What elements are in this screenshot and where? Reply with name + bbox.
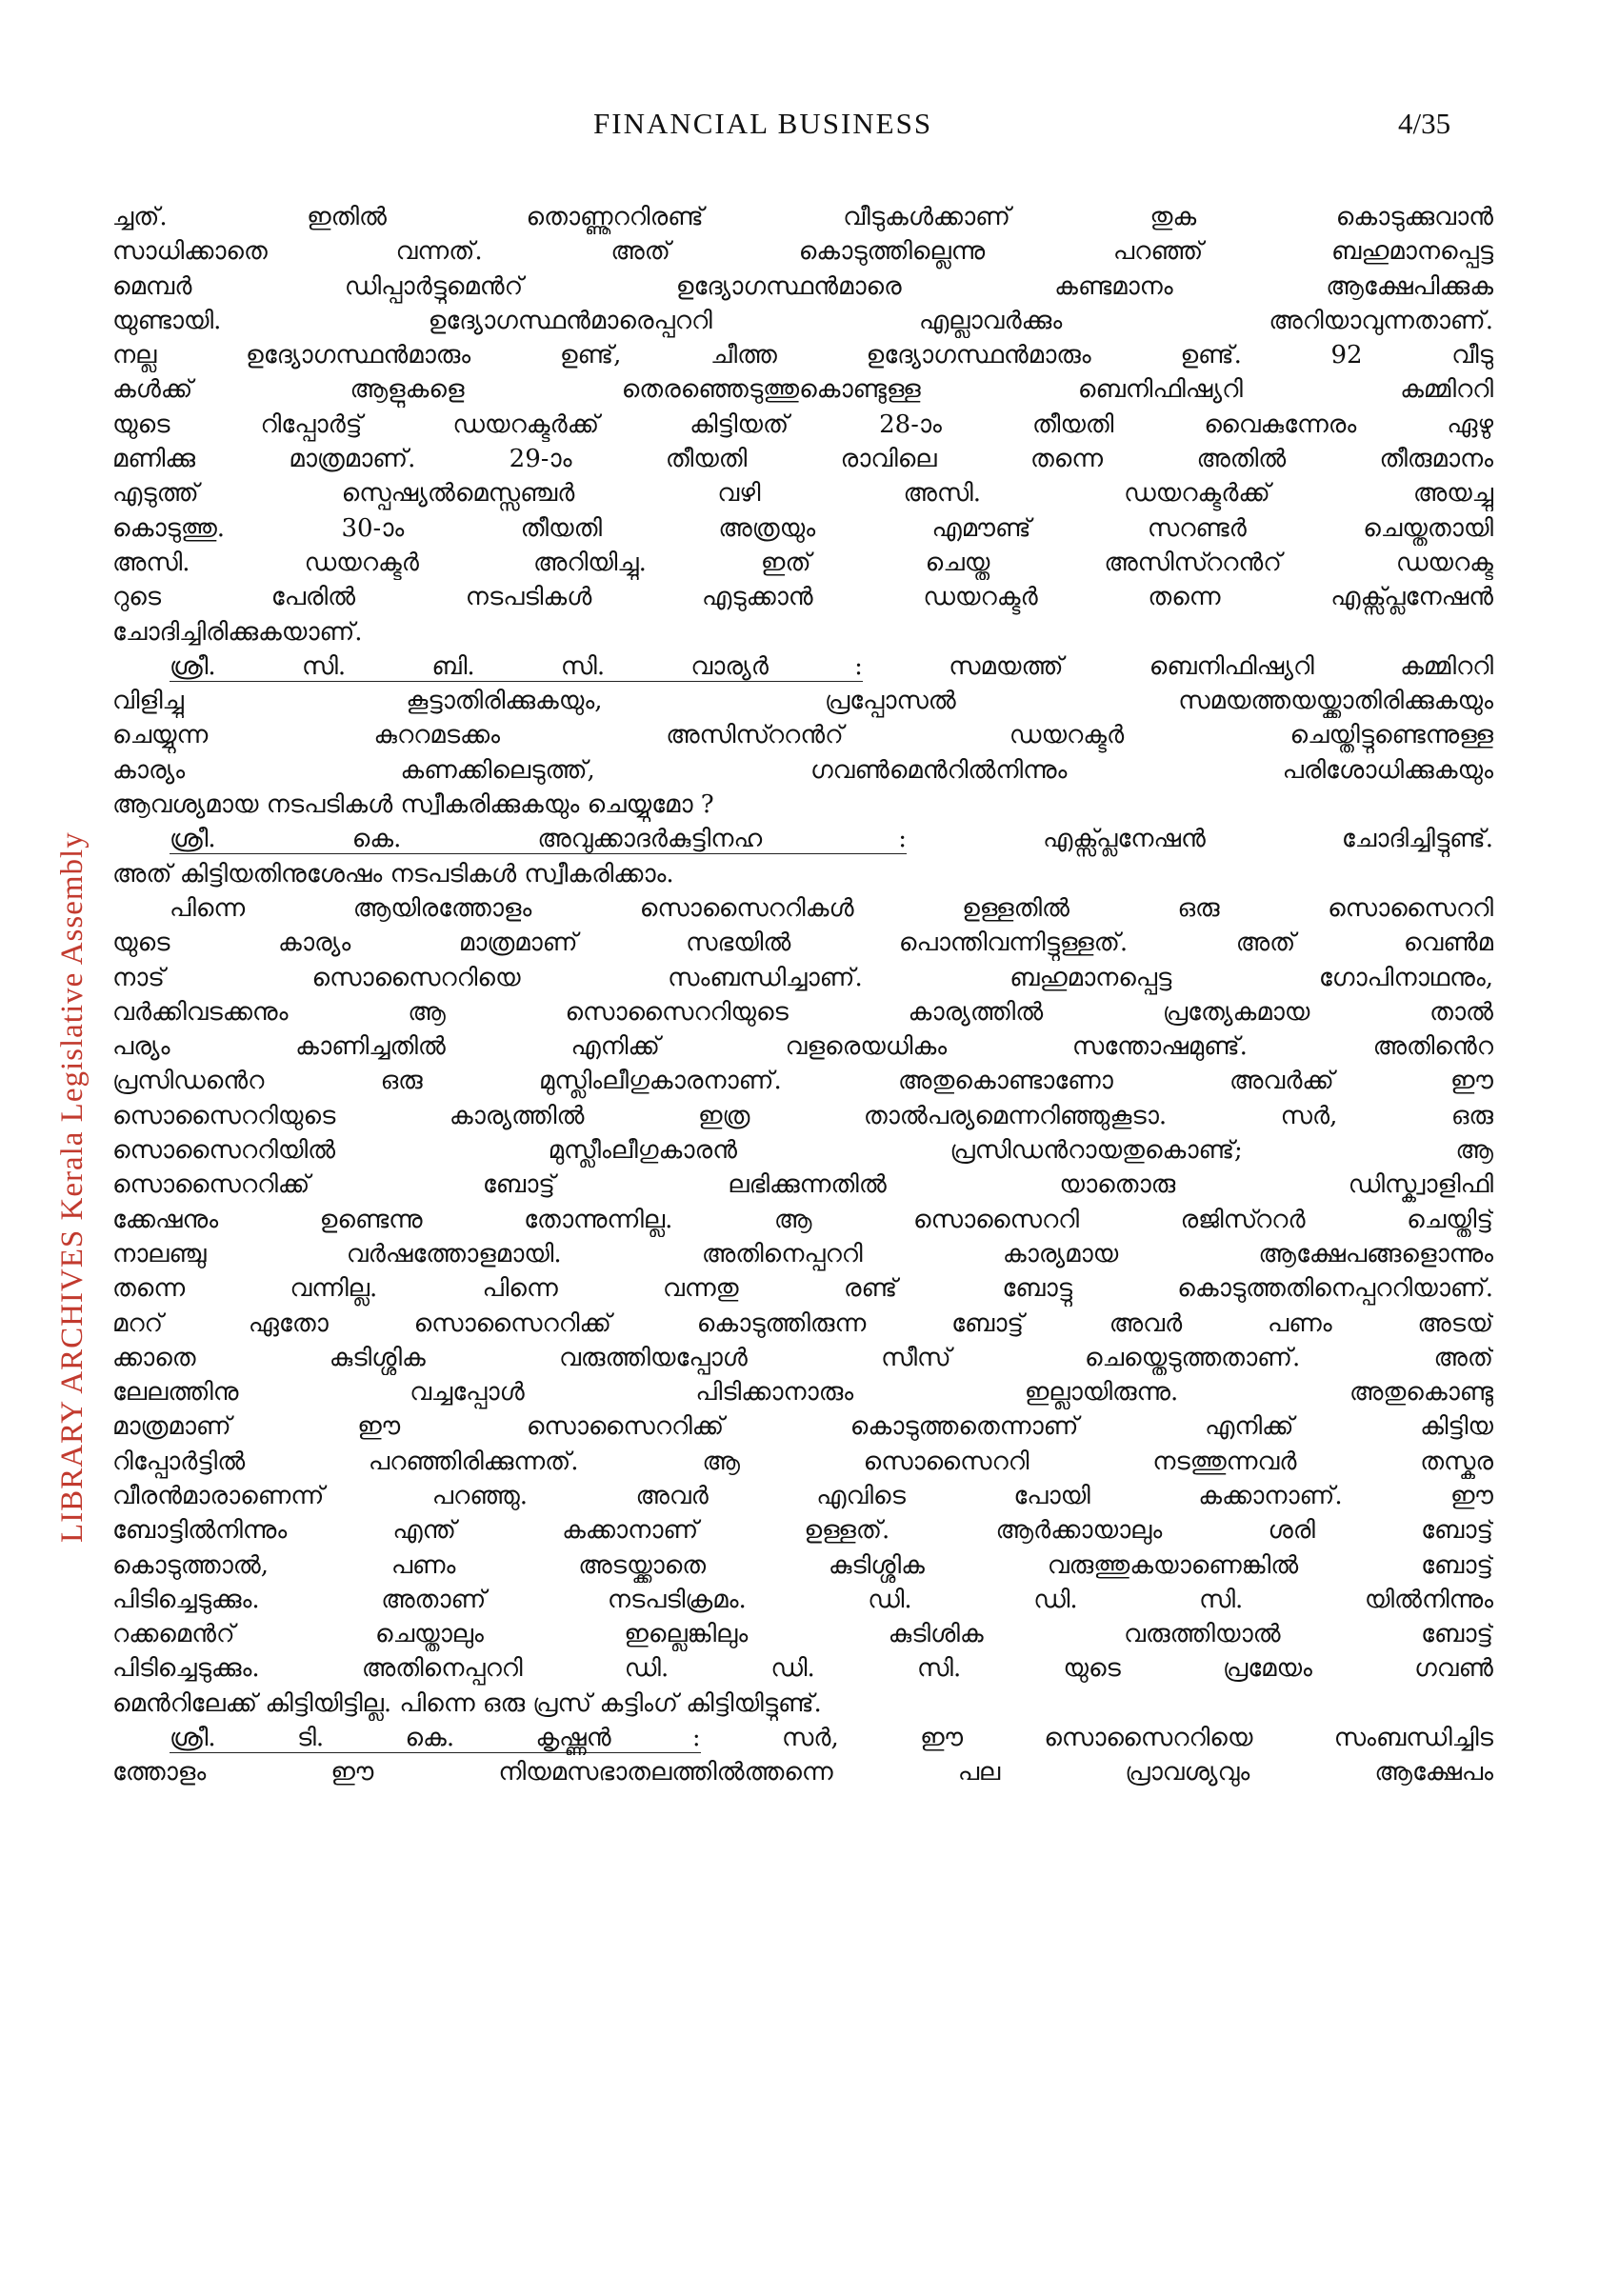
speaker-name: ശ്രീ. സി. ബി. സി. വാര്യർ : xyxy=(170,651,863,681)
text-line: യുണ്ടായി. ഉദ്യോഗസ്ഥൻമാരെപ്പററി എല്ലാവർക്കും അറിയാവുന്നതാണ്. xyxy=(112,306,1493,335)
text-line: നാട് സൊസൈററിയെ സംബന്ധിച്ചാണ്. ബഹുമാനപ്പെട്ട ഗോപിനാഥനും, xyxy=(112,963,1493,992)
document-body xyxy=(112,200,1493,1790)
text-line: ലേലത്തിനു വച്ചപ്പോൾ പിടിക്കാനാരും ഇല്ലായിരുന്നു. അതുകൊണ്ടു xyxy=(112,1378,1493,1408)
text-line: കൊടുത്താൽ, പണം അടയ്ക്കാതെ കുടിശ്ശിക വരുത്തുകയാണെങ്കിൽ ബോട്ട് xyxy=(112,1550,1493,1580)
text-line: യുടെ കാര്യം മാത്രമാണ് സഭയിൽ പൊന്തിവന്നിട്ടുള്ളത്. അത് വെൺമ xyxy=(112,928,1493,958)
text-line: ശ്രീ. ടി. കെ. കൃഷ്ണൻ : സർ, ഈ സൊസൈററിയെ സംബന്ധിച്ചിട xyxy=(170,1724,1493,1753)
text-line: കൾക്ക് ആളുകളെ തെരഞ്ഞെടുത്തുകൊണ്ടുള്ള ബെനിഫിഷ്യറി കമ്മിററി xyxy=(112,375,1493,405)
speaker-name: ശ്രീ. ടി. കെ. കൃഷ്ണൻ : xyxy=(170,1724,701,1753)
text-line: റിപ്പോർട്ടിൽ പറഞ്ഞിരിക്കുന്നത്. ആ സൊസൈററി നടത്തുന്നവർ തസ്കര xyxy=(112,1447,1493,1476)
page-header xyxy=(0,107,1619,149)
text-line: മെൻറിലേക്ക് കിട്ടിയിട്ടില്ല. പിന്നെ ഒരു പ്രസ് കട്ടിംഗ് കിട്ടിയിട്ടുണ്ട്. xyxy=(112,1688,822,1718)
page-number: 4/35 xyxy=(1398,107,1451,140)
text-line: ആവശ്യമായ നടപടികൾ സ്വീകരിക്കുകയും ചെയ്യുമോ ? xyxy=(112,790,714,820)
text-line: നാലഞ്ചു വർഷത്തോളമായി. അതിനെപ്പററി കാര്യമായ ആക്ഷേപങ്ങളൊന്നും xyxy=(112,1239,1493,1268)
text-line: മററ് ഏതോ സൊസൈററിക്ക് കൊടുത്തിരുന്ന ബോട്ട് അവർ പണം അടയ് xyxy=(112,1308,1493,1338)
text-line: മണിക്കു മാത്രമാണ്. 29-ാം തീയതി രാവിലെ തന്നെ അതിൽ തീരുമാനം xyxy=(112,445,1493,474)
speaker-name: ശ്രീ. കെ. അവുക്കാദർകുട്ടിനഹ : xyxy=(170,825,908,854)
text-line: ചോദിച്ചിരിക്കുകയാണ്. xyxy=(112,617,363,647)
running-title: FINANCIAL BUSINESS xyxy=(593,107,933,140)
text-line: ക്കേഷനും ഉണ്ടെന്നു തോന്നുന്നില്ല. ആ സൊസൈററി രജിസ്ററർ ചെയ്തിട്ട് xyxy=(112,1205,1493,1234)
text-line: ത്തോളം ഈ നിയമസഭാതലത്തിൽത്തന്നെ പല പ്രാവശ്യവും ആക്ഷേപം xyxy=(112,1758,1493,1787)
text-line: ശ്രീ. കെ. അവുക്കാദർകുട്ടിനഹ : എക്സ്പ്ലനേഷൻ ചോദിച്ചിട്ടുണ്ട്. xyxy=(170,825,1493,854)
text-line: കൊടുത്തു. 30-ാം തീയതി അത്രയും എമൗണ്ട് സറണ്ടർ ചെയ്തതായി xyxy=(112,513,1493,543)
text-line: പിടിച്ചെടുക്കും. അതാണ് നടപടിക്രമം. ഡി. ഡി. സി. യിൽനിന്നും xyxy=(112,1585,1493,1614)
text-line: ചെയ്യുന്ന കുററമടക്കം അസിസ്ററൻറ് ഡയറക്ടർ ചെയ്തിട്ടുണ്ടെന്നുള്ള xyxy=(112,721,1493,750)
text-line: വീരൻമാരാണെന്ന് പറഞ്ഞു. അവർ എവിടെ പോയി കക്കാനാണ്. ഈ xyxy=(112,1481,1493,1510)
text-line: തന്നെ വന്നില്ല. പിന്നെ വന്നതു രണ്ട് ബോട്ടു കൊടുത്തതിനെപ്പററിയാണ്. xyxy=(112,1274,1493,1304)
text-line: യുടെ റിപ്പോർട്ട് ഡയറക്ടർക്ക് കിട്ടിയത് 28-ാം തീയതി വൈകുന്നേരം ഏഴു xyxy=(112,409,1493,439)
text-line: വിളിച്ചു കൂട്ടാതിരിക്കുകയും, പ്രപ്പോസൽ സമയത്തയയ്ക്കാതിരിക്കുകയും xyxy=(112,687,1493,716)
text-line: ബോട്ടിൽനിന്നും എന്ത് കക്കാനാണ് ഉള്ളത്. ആർക്കായാലും ശരി ബോട്ട് xyxy=(112,1516,1493,1546)
text-line: റുടെ പേരിൽ നടപടികൾ എടുക്കാൻ ഡയറക്ടർ തന്നെ എക്സ്പ്ലനേഷൻ xyxy=(112,583,1493,612)
text-line: പ്രസിഡൻെറ ഒരു മുസ്ലിംലീഗുകാരനാണ്. അതുകൊണ്ടാണോ അവർക്ക് ഈ xyxy=(112,1067,1493,1096)
text-line: പിന്നെ ആയിരത്തോളം സൊസൈററികൾ ഉള്ളതിൽ ഒരു സൊസൈററി xyxy=(170,893,1493,923)
text-line: മെമ്പർ ഡിപ്പാർട്ടുമെൻറ് ഉദ്യോഗസ്ഥൻമാരെ കണ്ടമാനം ആക്ഷേപിക്കുക xyxy=(112,271,1493,301)
text-line: ച്ചത്. ഇതിൽ തൊണ്ണൂററിരണ്ട് വീടുകൾക്കാണ് തുക കൊടുക്കുവാൻ xyxy=(112,203,1493,231)
text-line: അത് കിട്ടിയതിനുശേഷം നടപടികൾ സ്വീകരിക്കാം. xyxy=(112,859,674,888)
text-line: ശ്രീ. സി. ബി. സി. വാര്യർ : സമയത്ത് ബെനിഫിഷ്യറി കമ്മിററി xyxy=(170,651,1493,681)
text-line: വർക്കിവടക്കനും ആ സൊസൈററിയുടെ കാര്യത്തിൽ പ്രത്യേകമായ താൽ xyxy=(112,997,1493,1027)
text-line: അസി. ഡയറക്ടർ അറിയിച്ചു. ഇത് ചെയ്ത അസിസ്ററൻറ് ഡയറക്ട xyxy=(112,548,1493,577)
text-line: നല്ല ഉദ്യോഗസ്ഥൻമാരും ഉണ്ട്, ചീത്ത ഉദ്യോഗസ്ഥൻമാരും ഉണ്ട്. 92 വീടു xyxy=(112,341,1493,370)
text-line: മാത്രമാണ് ഈ സൊസൈററിക്ക് കൊടുത്തതെന്നാണ് എനിക്ക് കിട്ടിയ xyxy=(112,1412,1493,1442)
text-line: സൊസൈററിയിൽ മുസ്ലീംലീഗുകാരൻ പ്രസിഡൻറായതുകൊണ്ട്; ആ xyxy=(112,1136,1493,1166)
text-line: റക്കമെൻറ് ചെയ്താലും ഇല്ലെങ്കിലും കുടിശിക വരുത്തിയാൽ ബോട്ട് xyxy=(112,1620,1493,1649)
text-line: സൊസൈററിക്ക് ബോട്ട് ലഭിക്കുന്നതിൽ യാതൊരു ഡിസ്ക്വാളിഫി xyxy=(112,1170,1493,1200)
text-line: എടുത്ത് സ്പെഷ്യൽമെസ്സഞ്ചർ വഴി അസി. ഡയറക്ടർക്ക് അയച്ചു xyxy=(112,479,1493,509)
text-line: പര്യം കാണിച്ചതിൽ എനിക്ക് വളരെയധികം സന്തോഷമുണ്ട്. അതിൻെറ xyxy=(112,1032,1493,1062)
text-line: പിടിച്ചെടുക്കും. അതിനെപ്പററി ഡി. ഡി. സി. യുടെ പ്രമേയം ഗവൺ xyxy=(112,1654,1493,1684)
text-line: ക്കാതെ കുടിശ്ശിക വരുത്തിയപ്പോൾ സീസ് ചെയ്തെടുത്തതാണ്. അത് xyxy=(112,1343,1493,1372)
text-line: സൊസൈററിയുടെ കാര്യത്തിൽ ഇത്ര താൽപര്യമെന്നറിഞ്ഞുകൂടാ. സർ, ഒരു xyxy=(112,1101,1493,1130)
text-line: കാര്യം കണക്കിലെടുത്ത്, ഗവൺമെൻറിൽനിന്നും പരിശോധിക്കുകയും xyxy=(112,755,1493,785)
archive-watermark: LIBRARY ARCHIVES Kerala Legislative Assembly xyxy=(55,831,90,1543)
text-line: സാധിക്കാതെ വന്നത്. അത് കൊടുത്തില്ലെന്നു പറഞ്ഞ് ബഹുമാനപ്പെട്ട xyxy=(112,237,1493,267)
